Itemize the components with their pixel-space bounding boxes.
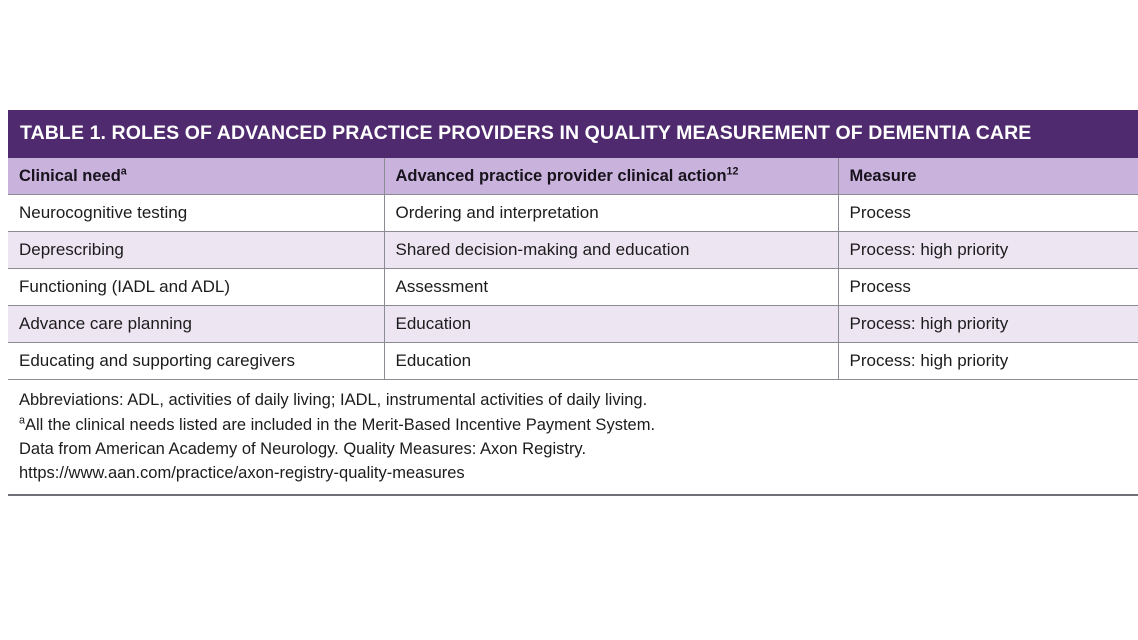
column-header-clinical-action: [384, 158, 838, 195]
footnote-url: https://www.aan.com/practice/axon-registry-quality-measures: [19, 464, 465, 483]
cell-clinical-need: Neurocognitive testing: [8, 195, 384, 232]
cell-clinical-need: Functioning (IADL and ADL): [8, 269, 384, 306]
table-row: [8, 306, 1138, 343]
quality-measurement-table: [8, 158, 1138, 381]
cell-clinical-need: Advance care planning: [8, 306, 384, 343]
table-row: [8, 232, 1138, 269]
cell-measure: Process: [838, 195, 1138, 232]
cell-clinical-action: Assessment: [384, 269, 838, 306]
cell-clinical-action: Ordering and interpretation: [384, 195, 838, 232]
table-header-row: [8, 158, 1138, 195]
table-title: TABLE 1. ROLES OF ADVANCED PRACTICE PROVIDERS IN QUALITY MEASUREMENT OF DEMENTIA CARE: [8, 110, 1138, 158]
cell-measure: Process: high priority: [838, 343, 1138, 380]
table-row: [8, 343, 1138, 380]
cell-clinical-need: Educating and supporting caregivers: [8, 343, 384, 380]
cell-clinical-need: Deprescribing: [8, 232, 384, 269]
cell-clinical-action: Shared decision-making and education: [384, 232, 838, 269]
footnote-note-a-marker: a: [19, 414, 25, 427]
column-header-clinical-need-label: Clinical need: [19, 166, 121, 185]
cell-measure: Process: high priority: [838, 306, 1138, 343]
table-1-container: [8, 110, 1138, 496]
footnote-note-a: [19, 413, 1126, 437]
table-row: [8, 195, 1138, 232]
cell-measure: Process: high priority: [838, 232, 1138, 269]
table-header: [8, 158, 1138, 195]
footnote-note-a-text: All the clinical needs listed are included in the Merit-Based Incentive Payment System.: [24, 415, 656, 434]
column-header-measure: [838, 158, 1138, 195]
column-header-measure-label: Measure: [849, 166, 917, 185]
cell-clinical-action: Education: [384, 306, 838, 343]
column-header-clinical-need: [8, 158, 384, 195]
column-header-clinical-action-superscript: 12: [726, 165, 739, 178]
footnote-abbreviations: Abbreviations: ADL, activities of daily living; IADL, instrumental activities of daily living.: [19, 391, 648, 410]
footnote-source: Data from American Academy of Neurology. Quality Measures: Axon Registry.: [19, 439, 587, 458]
cell-clinical-action: Education: [384, 343, 838, 380]
table-body: [8, 195, 1138, 380]
column-header-clinical-need-superscript: a: [120, 165, 127, 178]
column-header-clinical-action-label: Advanced practice provider clinical action: [395, 166, 727, 185]
table-row: [8, 269, 1138, 306]
table-footnotes: [8, 380, 1138, 496]
cell-measure: Process: [838, 269, 1138, 306]
